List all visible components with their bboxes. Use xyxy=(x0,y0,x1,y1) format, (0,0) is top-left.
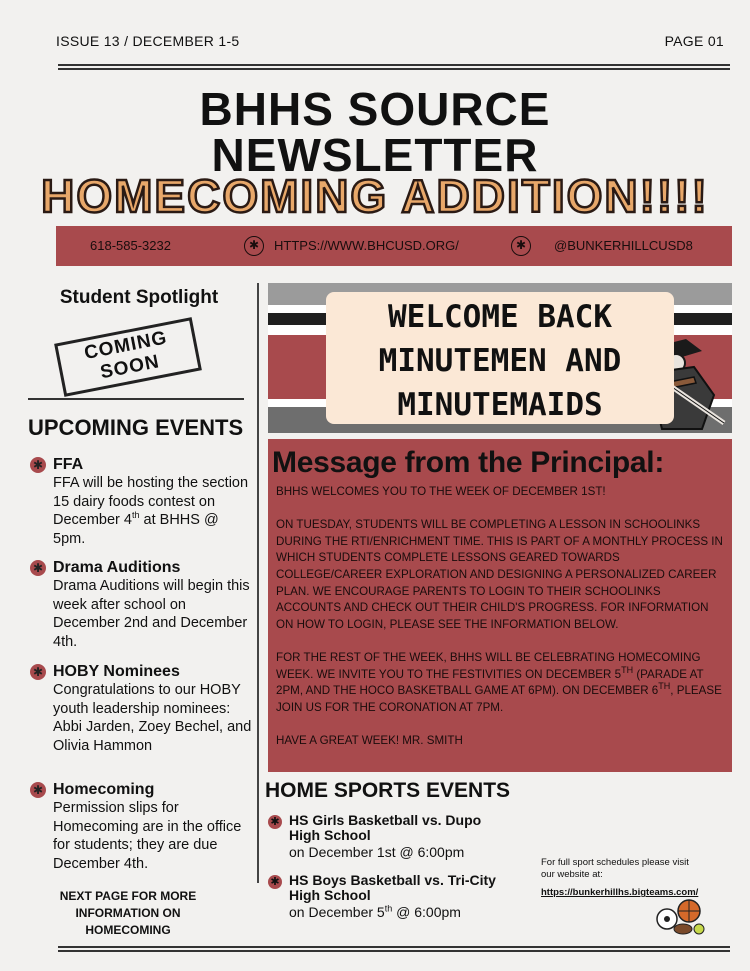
social-handle[interactable]: @BUNKERHILLCUSD8 xyxy=(554,238,693,253)
newsletter-title-line2: NEWSLETTER xyxy=(211,129,539,181)
event-description: Drama Auditions will begin this week after school on December 2nd and December 4th. xyxy=(53,578,250,650)
asterisk-bullet-icon: ✱ xyxy=(30,782,46,798)
sport-event-date: on December 1st @ 6:00pm xyxy=(289,844,465,860)
principal-message-title: Message from the Principal: xyxy=(272,446,665,479)
homecoming-headline: HOMECOMING ADDITION!!!! xyxy=(41,170,709,222)
message-paragraph: FOR THE REST OF THE WEEK, BHHS WILL BE CELEBRATING HOMECOMING WEEK. WE INVITE YOU TO THE FESTIVITIES ON DECEMBER 5TH (PARADE AT 2PM, AND THE HOCO BASKETBALL GAME AT 6PM). ON DECEMBER 6TH, PLEASE JOIN US FOR THE CORONATION AT 7PM. xyxy=(276,650,722,714)
event-description: Congratulations to our HOBY youth leadership nominees: Abbi Jarden, Zoey Bechel, and Olivia Hammon xyxy=(53,682,252,754)
website-link[interactable]: HTTPS://WWW.BHCUSD.ORG/ xyxy=(274,238,459,253)
welcome-line1: WELCOME BACK xyxy=(388,299,612,335)
principal-message-body xyxy=(276,484,728,766)
asterisk-bullet-icon: ✱ xyxy=(30,560,46,576)
welcome-line2: MINUTEMEN AND xyxy=(378,343,622,379)
asterisk-bullet-icon: ✱ xyxy=(30,664,46,680)
home-sports-title: HOME SPORTS EVENTS xyxy=(265,779,511,802)
divider-bottom xyxy=(58,946,730,952)
sports-website-link[interactable]: https://bunkerhillhs.bigteams.com/ xyxy=(541,887,699,898)
event-item xyxy=(30,558,252,651)
sport-event-item xyxy=(268,813,498,861)
schedule-info xyxy=(541,857,699,899)
message-paragraph: BHHS WELCOMES YOU TO THE WEEK OF DECEMBER 1ST! xyxy=(276,485,606,498)
event-item xyxy=(30,455,252,548)
newsletter-title-line1: BHHS SOURCE xyxy=(199,83,551,135)
message-paragraph: ON TUESDAY, STUDENTS WILL BE COMPLETING A LESSON IN SCHOOLINKS DURING THE RTI/ENRICHMENT TIME. THIS IS PART OF A MONTHLY PROCESS IN WHICH STUDENTS COMPLETE LESSONS GEARED TOWARDS COLLEGE/CAREER EXPLORATION AND DESIGNING A PERSONALIZED CAREER PLAN. WE ENCOURAGE PARENTS TO LOGIN TO THEIR SCHOOLINKS ACCOUNTS AND CHECK OUT THEIR CHILD'S PROGRESS. FOR INFORMATION ON HOW TO LOGIN, PLEASE SEE THE INFORMATION BELOW. xyxy=(276,518,723,631)
student-spotlight-title: Student Spotlight xyxy=(59,287,219,308)
asterisk-bullet-icon: ✱ xyxy=(30,457,46,473)
event-description: Permission slips for Homecoming are in the office for students; they are due December 4th. xyxy=(53,800,242,872)
message-signoff: HAVE A GREAT WEEK! MR. SMITH xyxy=(276,733,463,747)
next-page-note: NEXT PAGE FOR MORE INFORMATION ON HOMECOMING xyxy=(59,889,197,937)
asterisk-icon: ✱ xyxy=(244,236,264,256)
event-item xyxy=(30,662,252,755)
coming-soon-stamp: COMING SOON xyxy=(54,317,202,397)
schedule-info-text: For full sport schedules please visit our website at: xyxy=(541,857,689,880)
welcome-line3: MINUTEMAIDS xyxy=(397,387,603,423)
sport-event-item xyxy=(268,873,498,921)
left-divider xyxy=(28,398,244,400)
sport-event-date: on December 5th @ 6:00pm xyxy=(289,903,461,920)
event-description: FFA will be hosting the section 15 dairy foods contest on December 4th at BHHS @ 5pm. xyxy=(53,475,249,547)
divider-top xyxy=(58,64,730,70)
welcome-message-card xyxy=(326,292,674,424)
contact-band xyxy=(56,226,732,266)
asterisk-bullet-icon: ✱ xyxy=(268,815,282,829)
page-number: PAGE 01 xyxy=(664,33,724,49)
event-title: HOBY Nominees xyxy=(53,663,180,680)
asterisk-bullet-icon: ✱ xyxy=(268,875,282,889)
event-item xyxy=(30,780,252,873)
sport-event-title: HS Girls Basketball vs. Dupo High School xyxy=(289,812,482,843)
event-title: Drama Auditions xyxy=(53,559,181,576)
sports-balls-icon xyxy=(655,897,705,937)
upcoming-events-title: UPCOMING EVENTS xyxy=(28,415,244,440)
asterisk-icon: ✱ xyxy=(511,236,531,256)
sport-event-title: HS Boys Basketball vs. Tri-City High School xyxy=(289,872,496,903)
event-title: Homecoming xyxy=(53,781,155,798)
phone-number: 618-585-3232 xyxy=(90,238,171,253)
column-divider xyxy=(257,283,259,883)
issue-label: ISSUE 13 / DECEMBER 1-5 xyxy=(56,33,240,49)
event-title: FFA xyxy=(53,456,84,473)
